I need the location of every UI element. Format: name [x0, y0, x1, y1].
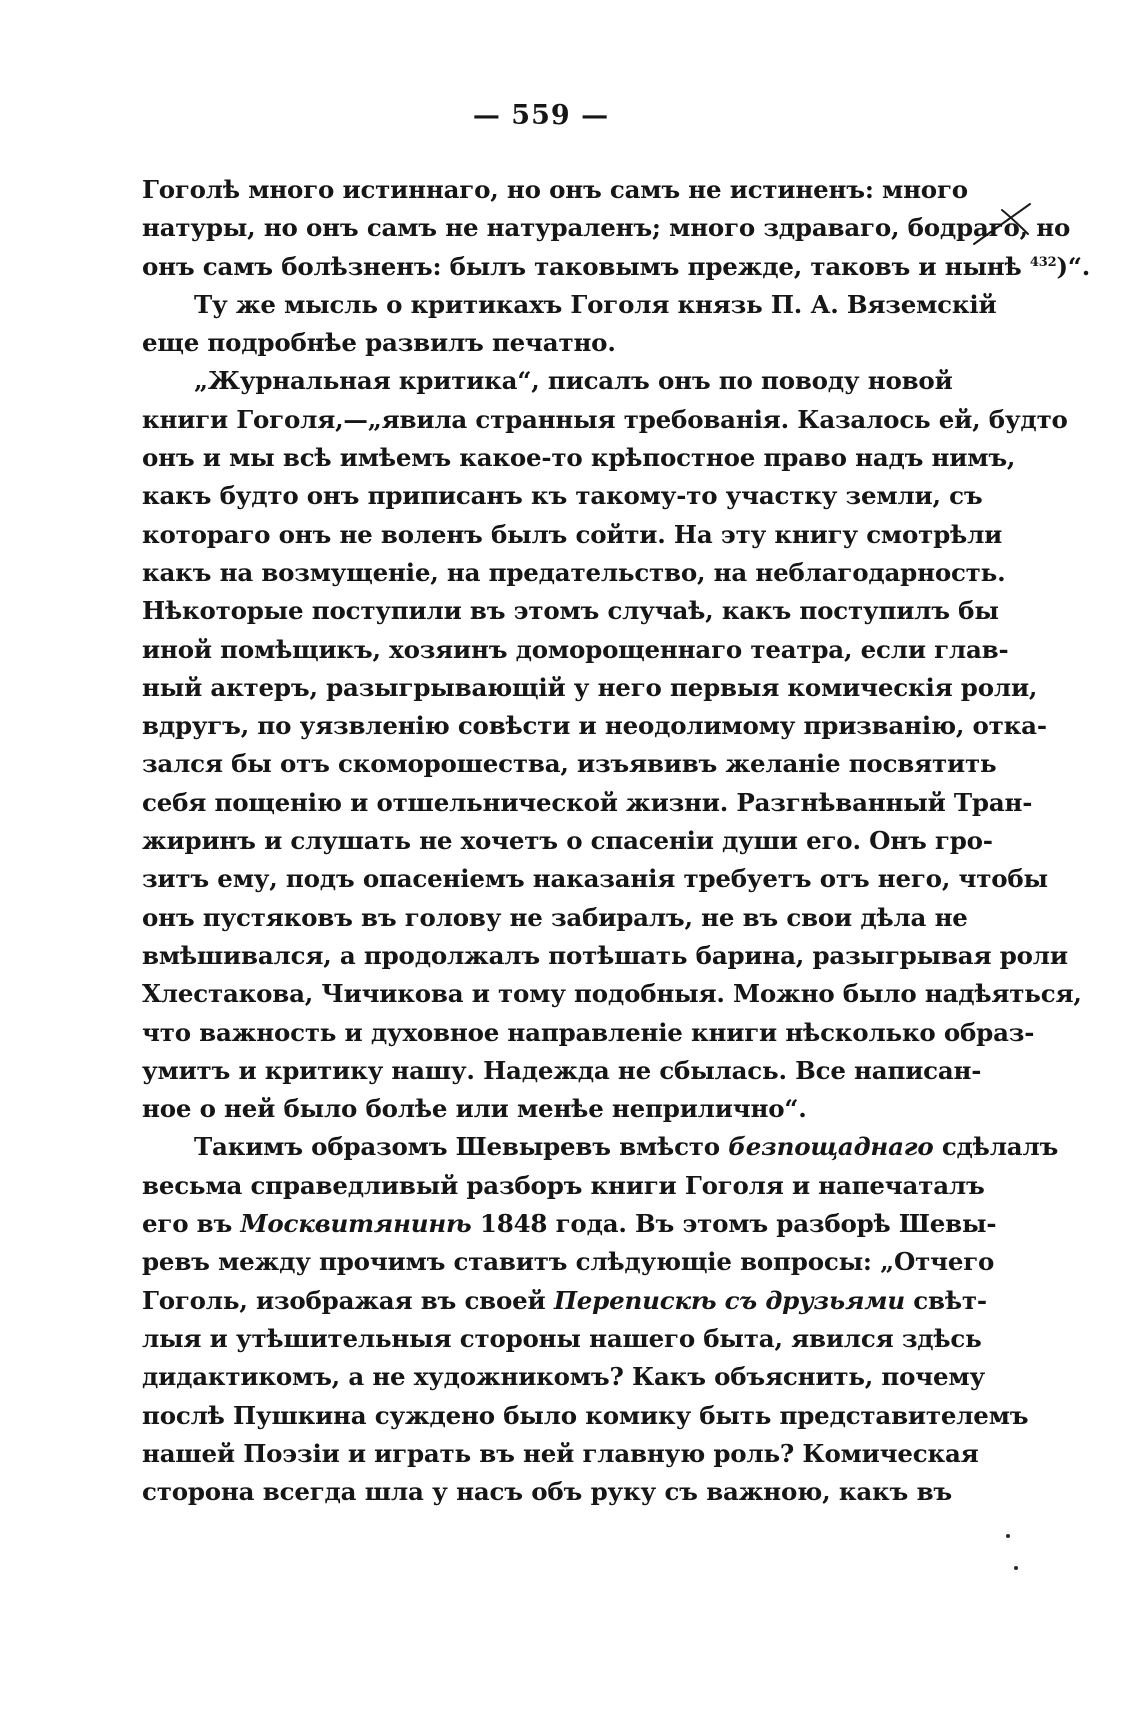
- text-span: Такимъ образомъ Шевыревъ вмѣсто: [194, 1132, 729, 1162]
- paragraph-3: [142, 362, 1082, 1128]
- text-line: послѣ Пушкина суждено было комику быть представителемъ: [142, 1400, 1029, 1430]
- scan-speck: [1014, 1566, 1018, 1570]
- scan-speck: [1006, 1534, 1010, 1538]
- text-line: дидактикомъ, а не художникомъ? Какъ объяснить, почему: [142, 1362, 985, 1392]
- text-line: натуры, но онъ самъ не натураленъ; много здраваго, бодраго, но: [142, 213, 1071, 243]
- text-line: жиринъ и слушать не хочетъ о спасеніи души его. Онъ гро-: [142, 826, 993, 856]
- text-line: „Журнальная критика“, писалъ онъ по поводу новой: [194, 366, 953, 396]
- text-line: какъ на возмущеніе, на предательство, на неблагодарность.: [142, 557, 1006, 587]
- text-line: иной помѣщикъ, хозяинъ доморощеннаго театра, если глав-: [142, 634, 1009, 664]
- text-line: вмѣшивался, а продолжалъ потѣшать барина, разыгрывая роли: [142, 940, 1068, 970]
- text-line: книги Гоголя,—„явила странныя требованія. Казалось ей, будто: [142, 404, 1068, 434]
- text-line: зитъ ему, подъ опасеніемъ наказанія требуетъ отъ него, чтобы: [142, 864, 1048, 894]
- text-span: его въ: [142, 1209, 241, 1239]
- paragraph-2: [142, 286, 997, 363]
- paragraph-4: [142, 1128, 1059, 1511]
- text-line: ревъ между прочимъ ставитъ слѣдующіе вопросы: „Отчего: [142, 1247, 995, 1277]
- text-span: Гоголь, изображая въ своей: [142, 1285, 554, 1315]
- text-line: сторона всегда шла у насъ объ руку съ важною, какъ въ: [142, 1477, 952, 1507]
- page-number: — 559 —: [472, 100, 610, 131]
- text-line: онъ и мы всѣ имѣемъ какое-то крѣпостное право надъ нимъ,: [142, 443, 1016, 473]
- text-line: Ту же мысль о критикахъ Гоголя князь П. А. Вяземскій: [194, 289, 997, 319]
- text-line: [142, 248, 1091, 286]
- footnote-reference: 432: [1029, 254, 1057, 270]
- italic-title: безпощаднаго: [728, 1132, 934, 1162]
- text-span: сдѣлалъ: [933, 1132, 1059, 1162]
- text-line-content: онъ самъ болѣзненъ: былъ таковымъ прежде, таковъ и нынѣ: [142, 251, 1022, 281]
- text-line: Гоголѣ много истиннаго, но онъ самъ не истиненъ: много: [142, 175, 968, 204]
- text-line: нашей Поэзіи и играть въ ней главную роль? Комическая: [142, 1438, 979, 1468]
- text-line: весьма справедливый разборъ книги Гоголя и напечаталъ: [142, 1170, 985, 1200]
- text-line: какъ будто онъ приписанъ къ такому-то участку земли, съ: [142, 481, 983, 511]
- text-line: [142, 1205, 997, 1243]
- text-line: себя пощенію и отшельнической жизни. Разгнѣванный Тран-: [142, 787, 1033, 817]
- text-span: свѣт-: [904, 1285, 987, 1315]
- text-line: онъ пустяковъ въ голову не забиралъ, не въ свои дѣла не: [142, 902, 968, 932]
- text-span: 1848 года. Въ этомъ разборѣ Шевы-: [471, 1209, 997, 1239]
- body-text: [142, 171, 1091, 1511]
- text-line: вдругъ, по уязвленію совѣсти и неодолимому призванію, отка-: [142, 711, 1047, 741]
- text-line: [142, 1128, 1059, 1166]
- paragraph-1: [142, 171, 1091, 286]
- text-line: Хлестакова, Чичикова и тому подобныя. Можно было надѣяться,: [142, 979, 1082, 1009]
- text-line: котораго онъ не воленъ былъ сойти. На эту книгу смотрѣли: [142, 519, 1003, 549]
- italic-title: Перепискѣ съ друзьями: [553, 1285, 905, 1315]
- closing-quote: )“.: [1056, 251, 1091, 281]
- text-line: что важность и духовное направленіе книги нѣсколько образ-: [142, 1017, 1035, 1047]
- text-line: еще подробнѣе развилъ печатно.: [142, 328, 616, 358]
- text-line: Нѣкоторые поступили въ этомъ случаѣ, какъ поступилъ бы: [142, 596, 999, 626]
- italic-title: Москвитянинѣ: [240, 1209, 472, 1239]
- text-line: ный актеръ, разыгрывающій у него первыя комическія роли,: [142, 672, 1038, 702]
- text-line: умитъ и критику нашу. Надежда не сбылась. Все написан-: [142, 1055, 982, 1085]
- text-line: ное о ней было болѣе или менѣе неприлично“.: [142, 1094, 807, 1124]
- text-line: лыя и утѣшительныя стороны нашего быта, явился здѣсь: [142, 1323, 982, 1353]
- text-line: [142, 1282, 987, 1320]
- text-line: зался бы отъ скоморошества, изъявивъ желаніе посвятить: [142, 749, 997, 779]
